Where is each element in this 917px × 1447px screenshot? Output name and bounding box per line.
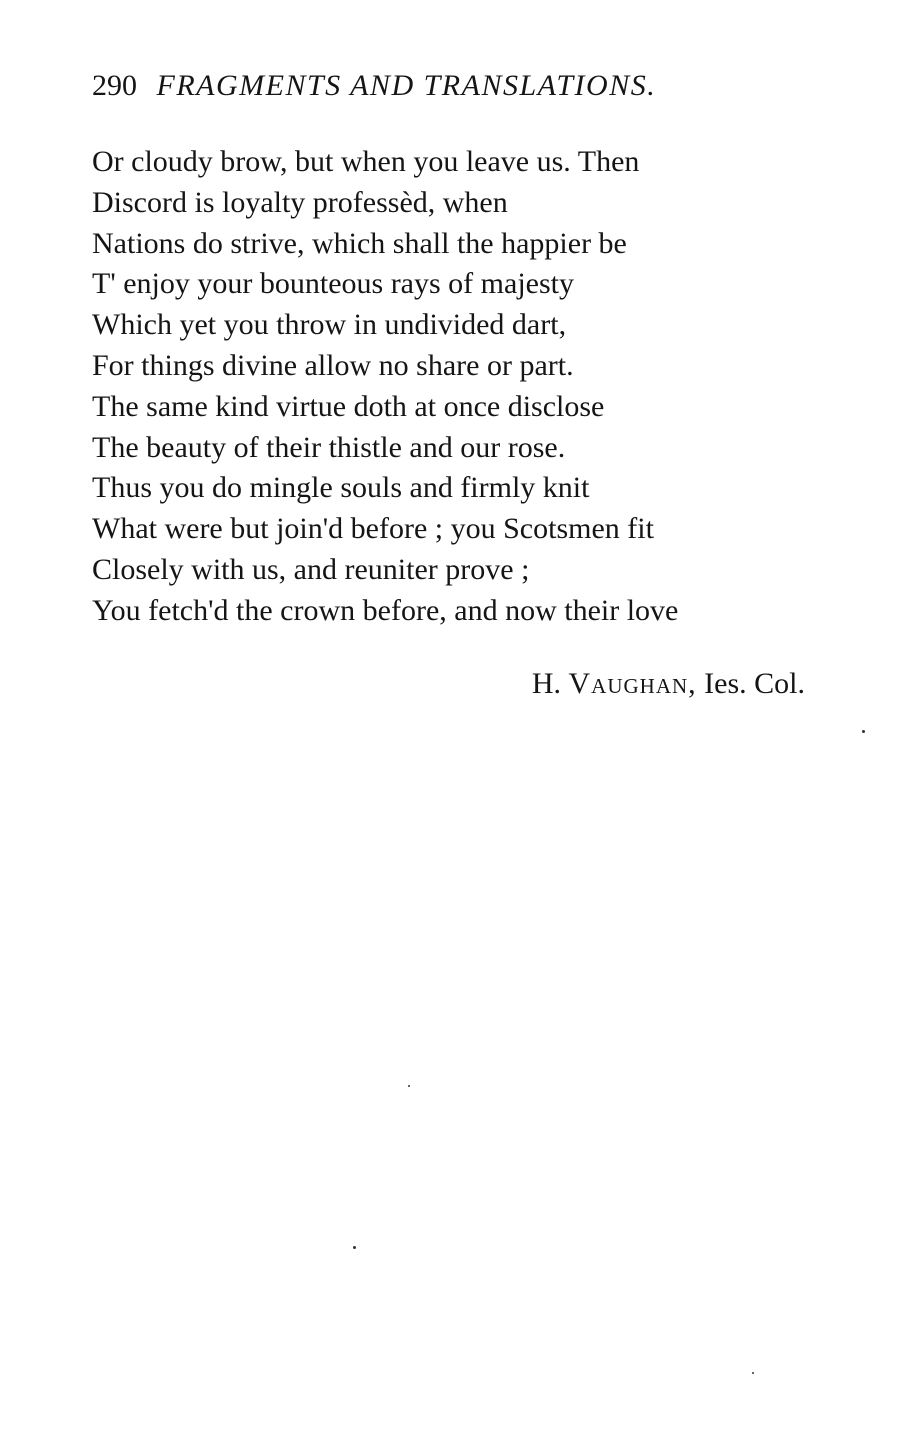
- poem-body: [92, 142, 832, 632]
- paper-speck: [752, 1372, 754, 1374]
- page-header: [92, 66, 656, 106]
- poem-line: Thus you do mingle souls and firmly knit: [92, 471, 590, 505]
- poem-line: The same kind virtue doth at once disclose: [92, 389, 605, 423]
- paper-speck: [408, 1085, 410, 1087]
- signature-name: Vaughan,: [568, 667, 697, 700]
- page-number: 290: [92, 69, 137, 102]
- poem-line: For things divine allow no share or part.: [92, 348, 574, 382]
- poem-line: Discord is loyalty professèd, when: [92, 185, 508, 219]
- signature: [532, 664, 805, 704]
- poem-line: Nations do strive, which shall the happier be: [92, 226, 627, 260]
- poem-line: Or cloudy brow, but when you leave us. Then: [92, 145, 640, 178]
- poem-line: You fetch'd the crown before, and now their love: [92, 593, 679, 627]
- paper-speck: [353, 1246, 356, 1249]
- paper-speck: [862, 730, 865, 733]
- signature-initial: H.: [531, 667, 561, 700]
- poem-line: What were but join'd before ; you Scotsmen fit: [92, 512, 654, 546]
- poem-line: T' enjoy your bounteous rays of majesty: [92, 267, 574, 301]
- running-title: FRAGMENTS AND TRANSLATIONS.: [156, 69, 657, 102]
- poem-line: Which yet you throw in undivided dart,: [92, 308, 567, 342]
- poem-line: The beauty of their thistle and our rose.: [92, 430, 566, 464]
- signature-college: Ies. Col.: [704, 667, 805, 700]
- poem-line: Closely with us, and reuniter prove ;: [92, 552, 530, 586]
